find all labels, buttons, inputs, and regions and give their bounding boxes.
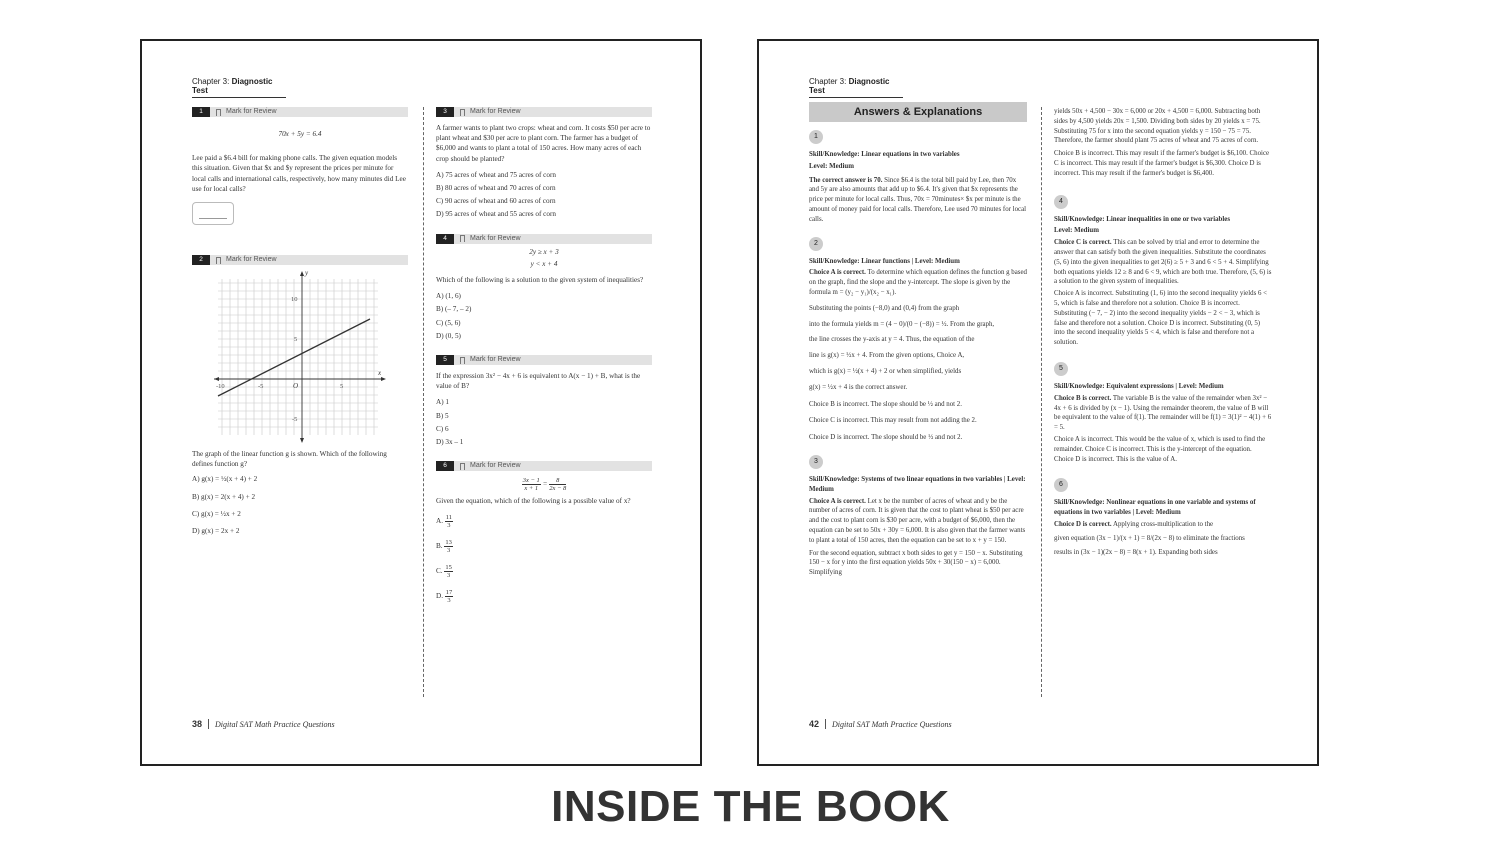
explanation-line: g(x) = ½x + 4 is the correct answer.: [809, 383, 908, 391]
left-column-1: [192, 107, 408, 539]
answer-choice[interactable]: D) g(x) = 2x + 2: [192, 527, 240, 536]
page-footer: 38 Digital SAT Math Practice Questions: [192, 719, 335, 729]
chapter-header: Chapter 3: Diagnostic Test: [192, 77, 286, 98]
question-2-text: The graph of the linear function g is shown. Which of the following defines function g?: [192, 450, 387, 469]
left-column-2: [436, 107, 652, 607]
answer-choice[interactable]: B) g(x) = 2(x + 4) + 2: [192, 492, 256, 501]
answer-choice[interactable]: C) 90 acres of wheat and 60 acres of corn: [436, 197, 556, 206]
answer-5-explanation: Choice B is correct. The variable B is the value of the remainder when 3x² − 4x + 6 is divided by (x − 1). Using the remainder theorem, the value of B will be equivalent to the value of f(1). The remainder will be f(1) = 3(1)² − 4(1) + 6 = 5.: [1054, 394, 1272, 432]
answer-choice[interactable]: D) 3x – 1: [436, 438, 464, 447]
explanation-line: the line crosses the y-axis at y = 4. Thus, the equation of the: [809, 336, 975, 344]
answer-entry-box[interactable]: [192, 202, 234, 225]
tick-label: -10: [216, 383, 225, 391]
explanation-line: Choice D is incorrect. The slope should be ½ and not 2.: [809, 434, 963, 442]
answer-2-explanation: Choice A is correct. To determine which equation defines the function g based on the graph, find the slope and the y-intercept. The slope is given by the formula m = (y₂ − y₁)/(x₂ − x₁).: [809, 269, 1027, 296]
answer-choice[interactable]: B) 80 acres of wheat and 70 acres of corn: [436, 184, 556, 193]
bookmark-icon[interactable]: [460, 235, 465, 242]
mark-for-review-label[interactable]: Mark for Review: [470, 356, 521, 364]
mark-for-review-label[interactable]: Mark for Review: [470, 462, 521, 470]
linear-function-graph: [214, 271, 394, 443]
answer-1-explanation: The correct answer is 70. Since $6.4 is the total bill paid by Lee, then 70x and 5y are also amounts that add up to $6.4. It's given that $x represents the price per minute for local calls. Thus, 70x = 70minutes× $x per minute is the amount of money paid for local calls. Therefore, Lee used 70 minutes for local calls.: [809, 176, 1027, 223]
mark-for-review-label[interactable]: Mark for Review: [470, 108, 521, 115]
answer-choice[interactable]: A) g(x) = ½(x + 4) + 2: [192, 475, 258, 484]
question-2-header: 2 Mark for Review: [192, 255, 408, 265]
skill-line: Skill/Knowledge: Equivalent expressions | Level: Medium: [1054, 382, 1224, 390]
level-line: Level: Medium: [809, 162, 854, 170]
answer-number-badge: 2: [809, 237, 823, 251]
section-title: Answers & Explanations: [809, 102, 1027, 122]
tick-label: 5: [340, 383, 344, 391]
bookmark-icon[interactable]: [216, 257, 221, 264]
answer-choice[interactable]: C) (5, 6): [436, 318, 461, 327]
skill-line: Skill/Knowledge: Linear functions | Level: Medium: [809, 257, 960, 265]
answer-5-incorrect-choices: Choice A is incorrect. This would be the value of x, which is used to find the remainder. Choice C is incorrect. This is the y-intercept of the equation. Choice D is incorrect. This is the value of A.: [1054, 435, 1266, 463]
skill-line: Skill/Knowledge: Linear inequalities in one or two variables: [1054, 215, 1231, 223]
answer-choice[interactable]: A) (1, 6): [436, 292, 461, 301]
tick-label: -5: [292, 416, 298, 424]
left-book-page: [140, 39, 702, 766]
question-4-inequality-1: 2y ≥ x + 3: [529, 247, 559, 256]
question-6-equation: $\frac{3x - 1}{x + 1}$ = $\frac{8}{2x - 8}$: [522, 477, 567, 493]
question-5-text: If the expression 3x² − 4x + 6 is equivalent to A(x − 1) + B, what is the value of B?: [436, 372, 641, 391]
answer-number-badge: 3: [809, 455, 823, 469]
question-5-header: 5 Mark for Review: [436, 355, 652, 365]
answer-3-incorrect-choices: Choice B is incorrect. This may result if the farmer's budget is $6,100. Choice C is incorrect. This may result if the farmer's budget is $6,300. Choice D is incorrect. This may result if the farmer's budget is $6,400.: [1054, 150, 1270, 177]
explanation-line: which is g(x) = ½(x + 4) + 2 or when simplified, yields: [809, 367, 962, 375]
bookmark-icon[interactable]: [460, 463, 465, 470]
answer-choice[interactable]: B) (– 7, – 2): [436, 305, 472, 314]
tick-label: 5: [294, 336, 298, 344]
answer-number-badge: 4: [1054, 195, 1068, 209]
mark-for-review-label[interactable]: Mark for Review: [226, 108, 277, 115]
answer-choice[interactable]: A) 75 acres of wheat and 75 acres of corn: [436, 170, 556, 179]
answer-6-explanation: Choice D is correct. Applying cross-multiplication to the: [1054, 520, 1214, 528]
question-1-text: Lee paid a $6.4 bill for making phone calls. The given equation models this situation. Given that $x and $y represent the prices per minute for local calls and international calls, respectively, how many minutes did Lee use for local calls?: [192, 154, 406, 193]
page-footer: 42 Digital SAT Math Practice Questions: [809, 719, 952, 729]
explanation-line: Substituting the points (−8,0) and (0,4) from the graph: [809, 304, 960, 312]
tick-label: 10: [291, 296, 298, 304]
bookmark-icon[interactable]: [460, 109, 465, 116]
skill-line: Skill/Knowledge: Nonlinear equations in one variable and systems of equations in two variables | Level: Medium: [1054, 499, 1256, 517]
answer-choice[interactable]: A. $\frac{11}{3}$: [436, 514, 453, 530]
answer-choice[interactable]: A) 1: [436, 398, 449, 407]
answer-choice[interactable]: C. $\frac{15}{3}$: [436, 564, 452, 580]
skill-line: Skill/Knowledge: Linear equations in two variables: [809, 151, 960, 158]
bookmark-icon[interactable]: [460, 357, 465, 364]
answer-3-continued: yields 50x + 4,500 − 30x = 6,000 or 20x + 4,500 = 6,000. Subtracting both sides by 4,500 yields 20x = 1,500. Dividing both sides by 20 yields x = 75. Substituting 75 for x into the second equation yields y = 150 − 75 = 75. Therefore, the farmer should plant 75 acres of wheat and 75 acres of corn.: [1054, 108, 1261, 145]
question-4-header: 4 Mark for Review: [436, 234, 652, 244]
right-column-2: [1054, 107, 1272, 559]
origin-label: O: [293, 382, 299, 391]
inside-the-book-banner: INSIDE THE BOOK: [551, 782, 950, 831]
column-divider: [423, 107, 424, 697]
bookmark-icon[interactable]: [216, 109, 221, 116]
mark-for-review-label[interactable]: Mark for Review: [226, 256, 277, 264]
answer-number-badge: 6: [1054, 478, 1068, 492]
answer-number-badge: 1: [809, 130, 823, 144]
explanation-line: given equation (3x − 1)/(x + 1) = 8/(2x − 8) to eliminate the fractions: [1054, 534, 1245, 542]
right-column-1: [809, 102, 1027, 580]
tick-label: -5: [258, 383, 264, 391]
answer-4-incorrect-choices: Choice A is incorrect. Substituting (1, 6) into the second inequality yields 6 < 5, which is false and therefore not a solution. Choice B is incorrect. Substituting (− 7, − 2) into the second inequality yields − 2 < − 3, which is false and therefore not a solution. Choice D is incorrect. Substituting (0, 5) into the second inequality yields 5 < 4, which is false and therefore not a solution.: [1054, 290, 1268, 347]
answer-choice[interactable]: D) 95 acres of wheat and 55 acres of corn: [436, 210, 556, 219]
question-1-header: 1 Mark for Review: [192, 107, 408, 117]
explanation-line: into the formula yields m = (4 − 0)/(0 − (−8)) = ½. From the graph,: [809, 320, 995, 328]
answer-3-explanation: Choice A is correct. Let x be the number of acres of wheat and y be the number of acres of corn. It is given that the cost to plant wheat is $50 per acre and the cost to plant corn is $30 per acre, with a budget of $6,000, then the equation can be set to 50x + 30y = 6,000. It is also given that the farmer wants to plant a total of 150 acres, then the equation can be set to x + y = 150.: [809, 497, 1026, 544]
answer-choice[interactable]: D. $\frac{17}{3}$: [436, 589, 453, 605]
answer-choice[interactable]: C) g(x) = ½x + 2: [192, 509, 241, 518]
question-4-text: Which of the following is a solution to the given system of inequalities?: [436, 276, 644, 285]
right-book-page: [757, 39, 1319, 766]
explanation-line: results in (3x − 1)(2x − 8) = 8(x + 1). Expanding both sides: [1054, 548, 1218, 556]
question-3-text: A farmer wants to plant two crops: wheat and corn. It costs $50 per acre to plant wheat and $30 per acre to plant corn. The farmer has a budget of $6,000 and wants to plant a total of 150 acres. How many acres of each crop should be planted?: [436, 124, 651, 163]
answer-choice[interactable]: B. $\frac{13}{3}$: [436, 539, 452, 555]
question-3-header: 3 Mark for Review: [436, 107, 652, 117]
question-4-inequality-2: y < x + 4: [530, 259, 558, 268]
answer-number-badge: 5: [1054, 362, 1068, 376]
skill-line: Skill/Knowledge: Systems of two linear equations in two variables | Level: Medium: [809, 475, 1026, 493]
question-6-text: Given the equation, which of the following is a possible value of x?: [436, 497, 631, 506]
answer-4-explanation: Choice C is correct. This can be solved by trial and error to determine the answer that can satisfy both the given inequalities. Substitute the coordinates (5, 6) into the given inequalities to get 2(6) ≥ 5 + 3 and 6 < 5 + 4. Simplifying both equations yields 12 ≥ 8 and 6 < 9, which are both true. Therefore, (5, 6) is a solution to the given system of inequalities.: [1054, 239, 1272, 286]
mark-for-review-label[interactable]: Mark for Review: [470, 234, 521, 242]
chapter-header: Chapter 3: Diagnostic Test: [809, 77, 903, 98]
answer-choice[interactable]: C) 6: [436, 424, 449, 433]
explanation-line: Choice C is incorrect. This may result from not adding the 2.: [809, 417, 977, 425]
answer-choice[interactable]: D) (0, 5): [436, 331, 461, 340]
x-axis-label: x: [378, 369, 382, 378]
column-divider: [1041, 107, 1042, 697]
explanation-line: line is g(x) = ½x + 4. From the given options, Choice A,: [809, 352, 965, 360]
y-axis-label: y: [305, 271, 309, 278]
explanation-line: Choice B is incorrect. The slope should be ½ and not 2.: [809, 400, 962, 408]
question-1-equation: 70x + 5y = 6.4: [278, 130, 322, 138]
answer-3-explanation-2: For the second equation, subtract x both sides to get y = 150 − x. Substituting 150 − x for y into the first equation yields 50x + 30(150 − x) = 6,000. Simplifying: [809, 549, 1023, 577]
level-line: Level: Medium: [1054, 227, 1099, 235]
question-6-header: 6 Mark for Review: [436, 461, 652, 471]
answer-choice[interactable]: B) 5: [436, 411, 449, 420]
